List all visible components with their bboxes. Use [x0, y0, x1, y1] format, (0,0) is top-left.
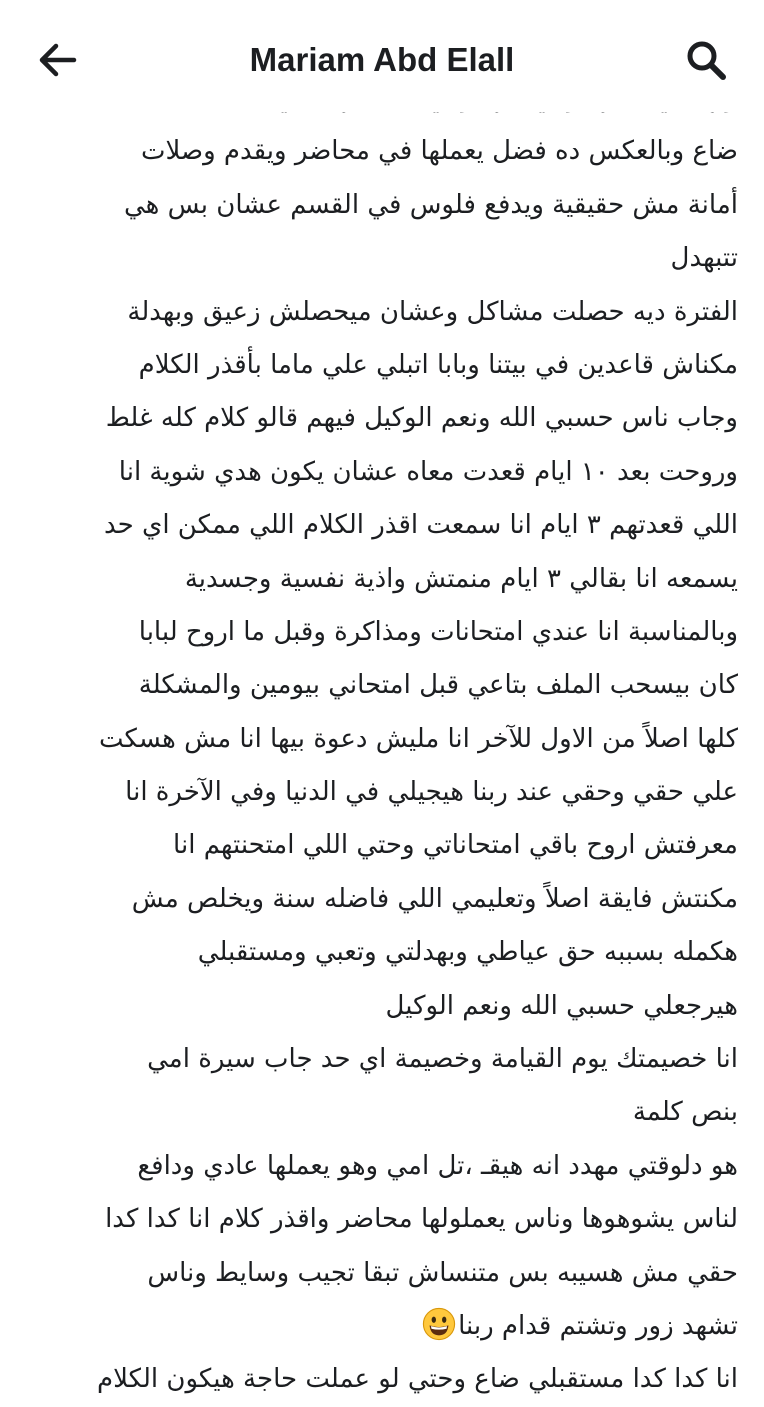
post-line: علي حقي وحقي عند ربنا هيجيلي في الدنيا وفي الآخرة انا: [125, 777, 738, 808]
post-line: معرفتش اروح باقي امتحاناتي وحتي اللي امتحنتهم انا: [173, 830, 738, 861]
post-line-text: تشهد زور وتشتم قدام ربنا: [458, 1310, 738, 1341]
top-app-bar: [0, 0, 764, 112]
post-line: بنص كلمة: [632, 1097, 738, 1128]
post-body: [22, 72, 738, 1395]
post-line: ضاع وبالعكس ده فضل يعملها في محاضر ويقدم وصلات: [141, 136, 738, 167]
post-line: هكمله بسببه حق عياطي وبهدلتي وتعبي ومستقبلي: [197, 937, 738, 968]
post-line: هيرجعلي حسبي الله ونعم الوكيل: [385, 990, 738, 1021]
post-line: الفترة ديه حصلت مشاكل وعشان ميحصلش زعيق وبهدلة: [127, 296, 738, 327]
arrow-left-icon: [34, 36, 82, 84]
post-line: وروحت بعد ١٠ ايام قعدت معاه عشان يكون هدي شوية انا: [118, 456, 738, 487]
post-line: اللي قعدتهم ٣ ايام انا سمعت اقذر الكلام اللي ممكن اي حد: [103, 510, 738, 541]
post-line: هو دلوقتي مهدد انه هيقـ ،تل امي وهو يعملها عادي ودافع: [137, 1150, 738, 1181]
post-line: حقي مش هسيبه بس متنساش تبقا تجيب وسايط وناس: [147, 1257, 738, 1288]
back-button[interactable]: [30, 32, 86, 88]
post-line: لناس يشوهوها وناس يعملولها محاضر واقذر كلام انا كدا كدا: [105, 1204, 738, 1235]
search-icon: [682, 36, 730, 84]
post-line-with-emoji: [22, 1300, 738, 1353]
post-line: مكنتش فايقة اصلاً وتعليمي اللي فاضله سنة ويخلص مش: [131, 883, 738, 914]
post-line: انا خصيمتك يوم القيامة وخصيمة اي حد جاب سيرة امي: [147, 1044, 738, 1075]
post-line: أمانة مش حقيقية ويدفع فلوس في القسم عشان بس هي: [123, 189, 738, 220]
post-line: مكناش قاعدين في بيتنا وبابا اتبلي علي ماما بأقذر الكلام: [138, 349, 738, 380]
post-line: يسمعه انا بقالي ٣ ايام منمتش واذية نفسية وجسدية: [184, 563, 738, 594]
post-line: وجاب ناس حسبي الله ونعم الوكيل فيهم قالو كلام كله غلط: [105, 403, 738, 434]
post-line: انا كدا كدا مستقبلي ضاع وحتي لو عملت حاجة هيكون الكلام: [96, 1364, 738, 1395]
post-line: كلها اصلاً من الاول للآخر انا مليش دعوة بيها انا مش هسكت: [99, 723, 738, 754]
post-line: وبالمناسبة انا عندي امتحانات ومذاكرة وقبل ما اروح لبابا: [138, 616, 738, 647]
post-line: تتبهدل: [670, 243, 738, 274]
post-line: كان بيسحب الملف بتاعي قبل امتحاني بيومين والمشكلة: [138, 670, 738, 701]
search-button[interactable]: [678, 32, 734, 88]
grinning-face-emoji-icon: [422, 1307, 456, 1341]
page-title: Mariam Abd Elall: [249, 41, 515, 78]
